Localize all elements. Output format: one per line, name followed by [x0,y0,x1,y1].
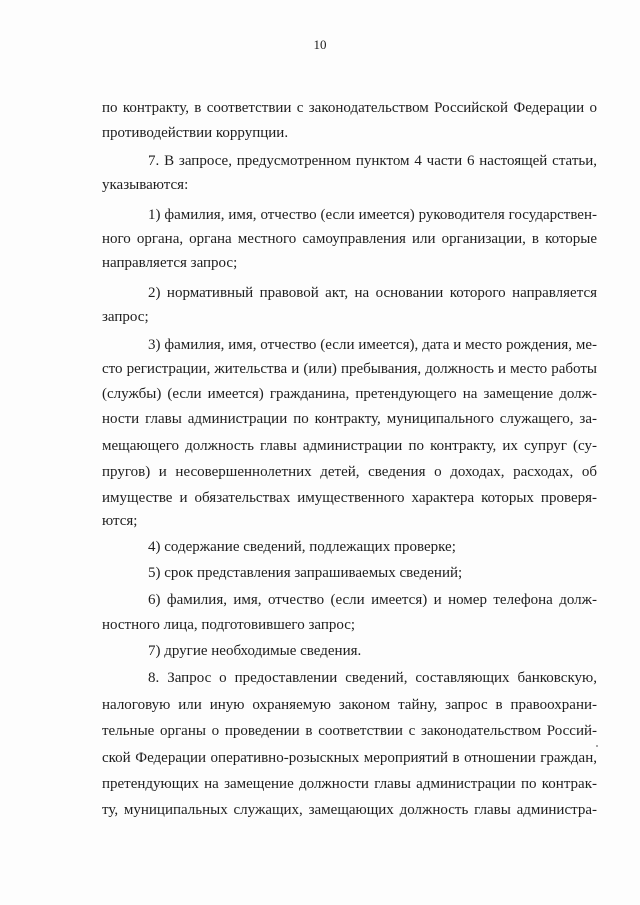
scan-speck [596,745,598,747]
text-line: ностного лица, подготовившего запрос; [102,617,356,633]
text-line: ской Федерации оперативно-розыскных мероприятий в отношении граждан, [102,750,597,766]
text-line: запрос; [102,309,149,325]
text-line: 5) срок представления запрашиваемых сведений; [148,565,463,581]
text-line: указываются: [102,177,189,193]
text-line: ности главы администрации по контракту, муниципального служащего, за- [102,411,597,427]
text-line: 6) фамилия, имя, отчество (если имеется) и номер телефона долж- [148,592,597,608]
text-line: налоговую или иную охраняемую законом тайну, запрос в правоохрани- [102,697,597,713]
text-line: 1) фамилия, имя, отчество (если имеется) руководителя государствен- [148,207,597,223]
text-line: пругов) и несовершеннолетних детей, сведения о доходах, расходах, об [102,464,597,480]
text-line: сто регистрации, жительства и (или) пребывания, должность и место работы [102,361,597,377]
text-line: 7. В запросе, предусмотренном пунктом 4 части 6 настоящей статьи, [148,153,597,169]
text-line: 2) нормативный правовой акт, на основании которого направляется [148,285,597,301]
text-line: по контракту, в соответствии с законодательством Российской Федерации о [102,100,597,116]
text-line: тельные органы о проведении в соответствии с законодательством Россий- [102,723,597,739]
text-line: ного органа, органа местного самоуправления или организации, в которые [102,231,597,247]
text-line: ются; [102,513,138,529]
text-line: 4) содержание сведений, подлежащих проверке; [148,539,456,555]
text-line: противодействии коррупции. [102,125,289,141]
text-line: 3) фамилия, имя, отчество (если имеется), дата и место рождения, ме- [148,337,597,353]
text-line: 8. Запрос о предоставлении сведений, составляющих банковскую, [148,670,597,686]
text-line: мещающего должность главы администрации по контракту, их супруг (су- [102,438,597,454]
text-line: (службы) (если имеется) гражданина, претендующего на замещение долж- [102,386,597,402]
text-line: претендующих на замещение должности главы администрации по контрак- [102,776,597,792]
text-line: ту, муниципальных служащих, замещающих должность главы администра- [102,802,597,818]
text-line: имуществе и обязательствах имущественного характера которых проверя- [102,490,597,506]
page-number: 10 [313,37,327,52]
text-line: направляется запрос; [102,255,238,271]
text-line: 7) другие необходимые сведения. [148,643,362,659]
